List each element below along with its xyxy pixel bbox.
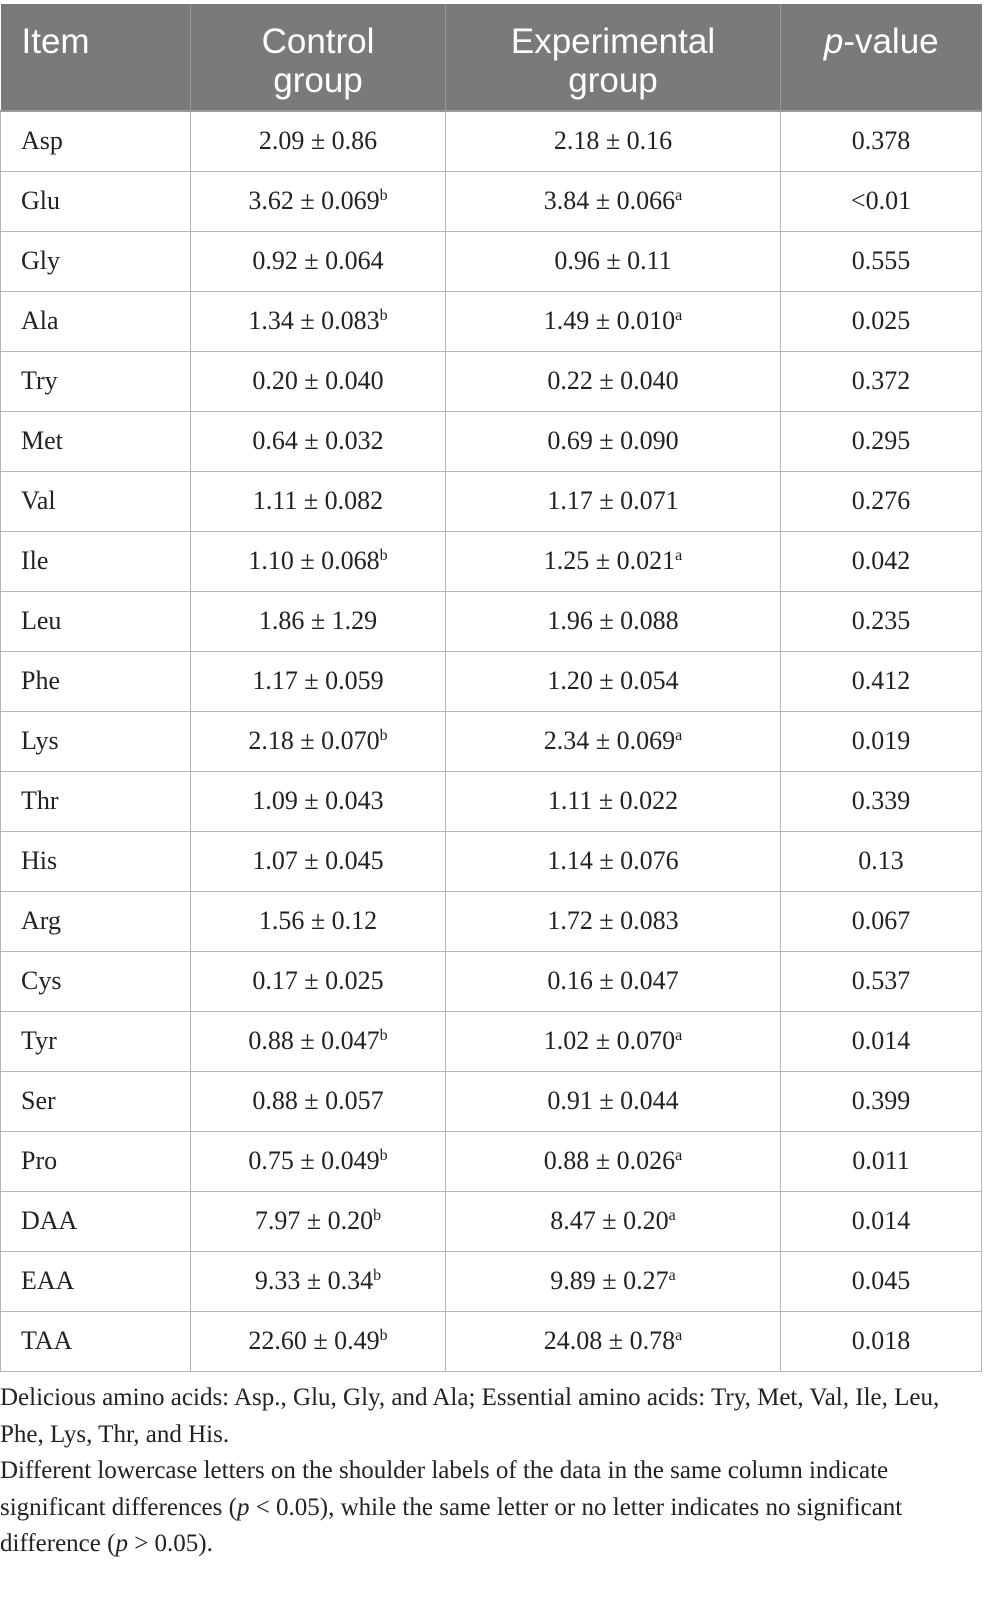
cell-experimental-value: 2.18 ± 0.16 <box>553 126 673 156</box>
cell-experimental-value: 1.20 ± 0.054 <box>547 666 679 695</box>
cell-p-value-value: 0.537 <box>851 966 911 995</box>
cell-p-value <box>781 231 982 291</box>
cell-control <box>191 531 446 591</box>
cell-p-value <box>781 351 982 411</box>
cell-item <box>1 1251 191 1311</box>
cell-experimental-value: 1.11 ± 0.022 <box>547 786 679 815</box>
cell-item-value: TAA <box>21 1326 73 1355</box>
cell-experimental-value: 1.17 ± 0.071 <box>547 486 679 515</box>
cell-item-value: DAA <box>21 1206 78 1235</box>
cell-item <box>1 651 191 711</box>
footnote-2-p1: p <box>236 1493 250 1521</box>
cell-item-value: Ala <box>21 306 59 335</box>
cell-experimental-value: 0.16 ± 0.047 <box>547 966 679 995</box>
header-row <box>1 4 982 111</box>
cell-item <box>1 531 191 591</box>
table-row <box>1 891 982 951</box>
cell-item-value: Lys <box>21 726 59 755</box>
cell-control-value: 0.64 ± 0.032 <box>252 426 384 455</box>
cell-item <box>1 231 191 291</box>
cell-control-value: 9.33 ± 0.34 <box>254 1266 374 1295</box>
cell-p-value-value: <0.01 <box>850 186 912 215</box>
cell-experimental <box>446 771 781 831</box>
cell-item-value: Gly <box>21 246 60 275</box>
cell-control <box>191 891 446 951</box>
footnote-2 <box>0 1453 985 1563</box>
cell-experimental-value: 1.14 ± 0.076 <box>547 846 679 875</box>
cell-control <box>191 1011 446 1071</box>
cell-p-value <box>781 111 982 171</box>
cell-p-value-value: 0.018 <box>851 1326 911 1355</box>
cell-p-value-value: 0.235 <box>851 606 911 635</box>
cell-item-value: Phe <box>21 666 60 695</box>
cell-p-value-value: 0.014 <box>851 1026 911 1055</box>
cell-experimental <box>446 231 781 291</box>
cell-item-value: Ile <box>21 546 49 575</box>
cell-item-value: Pro <box>21 1146 58 1175</box>
cell-item-value: Val <box>21 486 56 515</box>
cell-control <box>191 831 446 891</box>
cell-experimental-value: 9.89 ± 0.27 <box>550 1266 669 1295</box>
cell-item <box>1 591 191 651</box>
footnote-2-part1: Different lowercase letters on the shoulder labels of the data in the same column indicate significant differences ( <box>0 1457 889 1521</box>
cell-experimental-value: 8.47 ± 0.20 <box>550 1206 669 1235</box>
cell-control-superscript: b <box>373 1207 382 1224</box>
cell-item-value: Glu <box>21 186 60 215</box>
cell-control-value: 0.92 ± 0.064 <box>252 246 384 275</box>
cell-control <box>191 1191 446 1251</box>
table-row <box>1 951 982 1011</box>
cell-item <box>1 351 191 411</box>
cell-experimental <box>446 531 781 591</box>
cell-experimental-superscript: a <box>675 547 683 564</box>
cell-experimental-value: 24.08 ± 0.78 <box>543 1326 676 1355</box>
cell-control <box>191 711 446 771</box>
table-row <box>1 771 982 831</box>
cell-control-value: 1.11 ± 0.082 <box>252 486 384 515</box>
cell-experimental-superscript: a <box>675 187 683 204</box>
cell-control-value: 1.56 ± 0.12 <box>258 906 378 935</box>
table-row <box>1 1311 982 1371</box>
header-item-label: Item <box>21 22 90 61</box>
cell-p-value <box>781 411 982 471</box>
cell-experimental-superscript: a <box>668 1267 676 1284</box>
cell-control-value: 1.09 ± 0.043 <box>252 786 384 815</box>
cell-control-superscript: b <box>379 727 388 744</box>
table-row <box>1 351 982 411</box>
footnote-1: Delicious amino acids: Asp., Glu, Gly, and Ala; Essential amino acids: Try, Met, Val, Ile, Leu, Phe, Lys, Thr, and His. <box>0 1384 940 1448</box>
cell-item <box>1 1011 191 1071</box>
cell-control-superscript: b <box>379 307 388 324</box>
cell-control-superscript: b <box>379 1147 388 1164</box>
cell-experimental <box>446 1011 781 1071</box>
cell-p-value-value: 0.014 <box>851 1206 911 1235</box>
cell-item-value: Leu <box>21 606 62 635</box>
footnote-2-p2: p <box>115 1530 128 1557</box>
cell-item <box>1 1071 191 1131</box>
cell-experimental <box>446 951 781 1011</box>
cell-item-value: Try <box>21 366 58 395</box>
cell-p-value-value: 0.025 <box>851 306 911 335</box>
cell-p-value-value: 0.045 <box>851 1266 911 1295</box>
cell-control-value: 0.75 ± 0.049 <box>248 1146 380 1175</box>
table-header <box>1 4 982 111</box>
cell-control <box>191 291 446 351</box>
cell-experimental <box>446 891 781 951</box>
header-p-value <box>781 4 982 111</box>
cell-experimental <box>446 1311 781 1371</box>
cell-p-value-value: 0.372 <box>851 366 911 395</box>
cell-experimental-value: 0.69 ± 0.090 <box>547 426 679 455</box>
table-row <box>1 231 982 291</box>
table-row <box>1 471 982 531</box>
cell-control-value: 7.97 ± 0.20 <box>254 1206 374 1235</box>
cell-p-value <box>781 171 982 231</box>
cell-experimental <box>446 111 781 171</box>
cell-p-value-value: 0.276 <box>851 486 911 515</box>
cell-item-value: Met <box>21 426 63 455</box>
amino-acid-table-container <box>0 4 981 1372</box>
cell-item <box>1 1191 191 1251</box>
cell-control <box>191 651 446 711</box>
cell-item <box>1 891 191 951</box>
cell-experimental-value: 1.49 ± 0.010 <box>543 306 676 335</box>
cell-control-superscript: b <box>379 1327 388 1344</box>
cell-control <box>191 471 446 531</box>
header-experimental-line2: group <box>568 61 658 100</box>
cell-p-value <box>781 951 982 1011</box>
cell-experimental <box>446 1071 781 1131</box>
cell-item <box>1 951 191 1011</box>
cell-experimental <box>446 411 781 471</box>
cell-control <box>191 1251 446 1311</box>
cell-experimental-value: 3.84 ± 0.066 <box>543 186 676 215</box>
cell-control <box>191 351 446 411</box>
cell-experimental <box>446 1191 781 1251</box>
cell-control-value: 1.07 ± 0.045 <box>252 846 384 875</box>
cell-p-value <box>781 1071 982 1131</box>
cell-experimental-superscript: a <box>675 307 683 324</box>
cell-control-value: 1.86 ± 1.29 <box>258 606 378 635</box>
cell-item <box>1 711 191 771</box>
cell-experimental <box>446 471 781 531</box>
cell-item-value: His <box>21 846 58 875</box>
cell-item-value: Ser <box>21 1086 56 1115</box>
header-control-line2: group <box>273 61 363 100</box>
cell-p-value <box>781 1251 982 1311</box>
table-row <box>1 1251 982 1311</box>
cell-experimental-value: 1.02 ± 0.070 <box>543 1026 676 1055</box>
cell-p-value-value: 0.042 <box>851 546 911 575</box>
header-experimental-line1: Experimental <box>510 22 716 61</box>
cell-control-superscript: b <box>373 1267 382 1284</box>
cell-control-superscript: b <box>379 187 388 204</box>
cell-p-value-value: 0.399 <box>851 1086 911 1115</box>
cell-experimental-value: 2.34 ± 0.069 <box>543 726 676 755</box>
cell-p-value <box>781 471 982 531</box>
table-row <box>1 831 982 891</box>
cell-control-value: 0.17 ± 0.025 <box>252 966 384 995</box>
cell-p-value-value: 0.339 <box>851 786 911 815</box>
cell-p-value <box>781 1311 982 1371</box>
cell-p-value <box>781 591 982 651</box>
cell-control-value: 22.60 ± 0.49 <box>248 1326 380 1355</box>
table-footnotes <box>0 1380 985 1563</box>
cell-control-value: 0.88 ± 0.057 <box>252 1086 384 1115</box>
cell-p-value <box>781 831 982 891</box>
header-p-italic: p <box>823 22 844 61</box>
cell-control-value: 1.17 ± 0.059 <box>252 666 384 695</box>
cell-experimental <box>446 351 781 411</box>
cell-p-value-value: 0.067 <box>851 906 911 935</box>
table-row <box>1 1071 982 1131</box>
cell-control-value: 0.88 ± 0.047 <box>248 1026 380 1055</box>
cell-control-value: 2.18 ± 0.070 <box>248 726 380 755</box>
cell-p-value-value: 0.378 <box>851 126 911 156</box>
table-row <box>1 651 982 711</box>
cell-p-value <box>781 531 982 591</box>
cell-experimental <box>446 591 781 651</box>
cell-control <box>191 771 446 831</box>
cell-p-value-value: 0.011 <box>852 1146 910 1175</box>
cell-control-value: 2.09 ± 0.86 <box>258 126 378 156</box>
cell-control <box>191 111 446 171</box>
cell-item <box>1 1311 191 1371</box>
cell-item <box>1 171 191 231</box>
cell-control-superscript: b <box>379 1027 388 1044</box>
cell-control <box>191 411 446 471</box>
cell-control-value: 1.34 ± 0.083 <box>248 306 380 335</box>
cell-experimental <box>446 831 781 891</box>
cell-p-value-value: 0.555 <box>851 246 911 275</box>
header-experimental-group <box>446 4 781 111</box>
header-control-line1: Control <box>261 22 375 61</box>
cell-experimental <box>446 651 781 711</box>
footnote-2-part2: < 0.05), while the same letter or no letter indicates no significant difference ( <box>0 1493 903 1557</box>
cell-experimental-value: 1.72 ± 0.083 <box>547 906 679 935</box>
cell-p-value <box>781 1191 982 1251</box>
cell-control-superscript: b <box>379 547 388 564</box>
table-row <box>1 291 982 351</box>
amino-acid-table <box>0 4 982 1372</box>
cell-p-value <box>781 711 982 771</box>
cell-p-value <box>781 771 982 831</box>
cell-item-value: Cys <box>21 966 62 995</box>
table-row <box>1 591 982 651</box>
table-row <box>1 411 982 471</box>
cell-control-value: 3.62 ± 0.069 <box>248 186 380 215</box>
cell-experimental <box>446 291 781 351</box>
cell-control <box>191 591 446 651</box>
cell-item <box>1 411 191 471</box>
cell-p-value <box>781 1131 982 1191</box>
cell-p-value <box>781 291 982 351</box>
cell-experimental-superscript: a <box>675 1147 683 1164</box>
cell-experimental-value: 1.25 ± 0.021 <box>543 546 676 575</box>
cell-item-value: Arg <box>21 906 61 935</box>
cell-item <box>1 831 191 891</box>
cell-experimental-value: 1.96 ± 0.088 <box>547 606 679 635</box>
cell-item-value: Asp <box>21 126 63 156</box>
cell-experimental-superscript: a <box>675 1027 683 1044</box>
cell-control <box>191 1071 446 1131</box>
cell-p-value <box>781 651 982 711</box>
cell-experimental-value: 0.91 ± 0.044 <box>547 1086 679 1115</box>
cell-p-value <box>781 891 982 951</box>
cell-control <box>191 171 446 231</box>
cell-experimental-superscript: a <box>675 727 683 744</box>
cell-p-value-value: 0.412 <box>851 666 911 695</box>
cell-control <box>191 1311 446 1371</box>
cell-control <box>191 231 446 291</box>
cell-experimental-superscript: a <box>675 1327 683 1344</box>
table-row <box>1 531 982 591</box>
table-row <box>1 1011 982 1071</box>
cell-p-value <box>781 1011 982 1071</box>
cell-experimental-value: 0.96 ± 0.11 <box>554 246 672 275</box>
cell-experimental-superscript: a <box>668 1207 676 1224</box>
cell-item-value: EAA <box>21 1266 75 1295</box>
table-row <box>1 1191 982 1251</box>
table-body <box>1 111 982 1371</box>
header-item <box>1 4 191 111</box>
cell-control <box>191 951 446 1011</box>
table-row <box>1 111 982 171</box>
cell-item <box>1 1131 191 1191</box>
cell-item <box>1 291 191 351</box>
header-control-group <box>191 4 446 111</box>
cell-experimental <box>446 1251 781 1311</box>
cell-p-value-value: 0.019 <box>851 726 911 755</box>
header-p-suffix: -value <box>843 22 939 61</box>
cell-p-value-value: 0.13 <box>858 846 904 875</box>
table-row <box>1 711 982 771</box>
cell-experimental <box>446 1131 781 1191</box>
cell-item <box>1 471 191 531</box>
table-row <box>1 1131 982 1191</box>
cell-item <box>1 111 191 171</box>
cell-experimental-value: 0.22 ± 0.040 <box>547 366 679 395</box>
cell-control-value: 0.20 ± 0.040 <box>252 366 384 395</box>
cell-item <box>1 771 191 831</box>
cell-item-value: Tyr <box>21 1026 57 1055</box>
cell-item-value: Thr <box>21 786 59 815</box>
cell-control <box>191 1131 446 1191</box>
cell-control-value: 1.10 ± 0.068 <box>248 546 380 575</box>
footnote-2-part3: > 0.05). <box>127 1530 213 1557</box>
cell-experimental <box>446 711 781 771</box>
cell-experimental-value: 0.88 ± 0.026 <box>543 1146 676 1175</box>
cell-p-value-value: 0.295 <box>851 426 911 455</box>
table-row <box>1 171 982 231</box>
cell-experimental <box>446 171 781 231</box>
